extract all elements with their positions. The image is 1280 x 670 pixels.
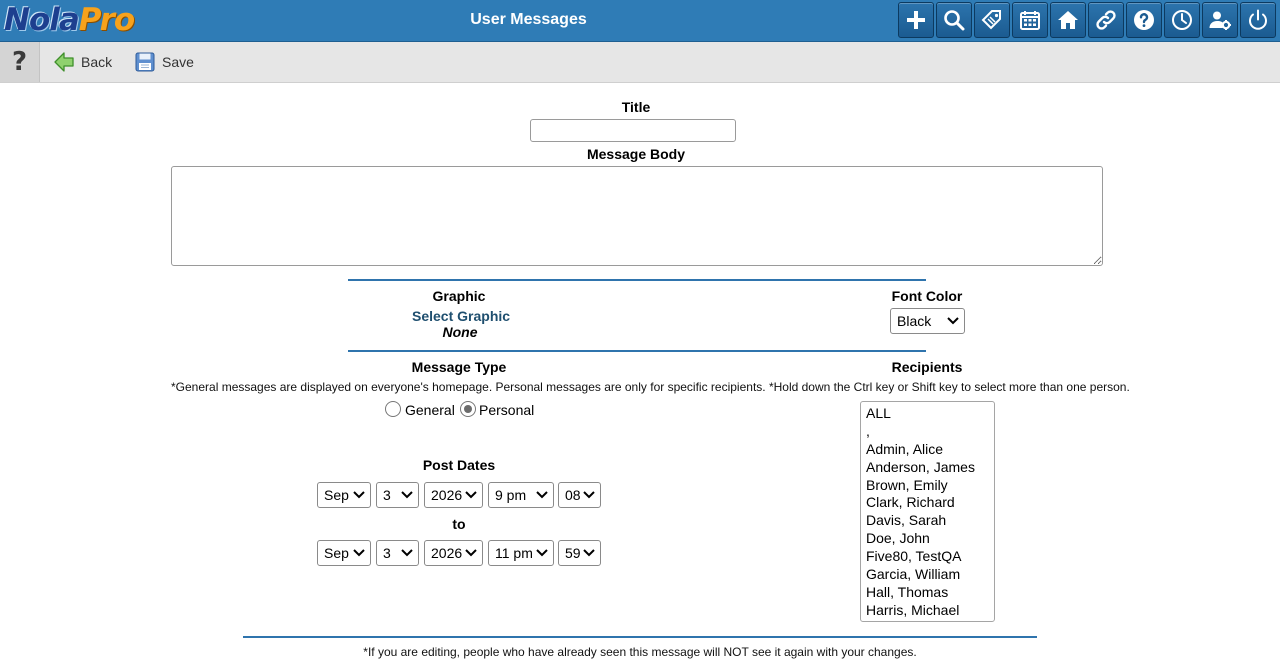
save-label: Save (162, 54, 194, 70)
chevron-down-icon (535, 490, 549, 500)
plus-icon[interactable] (898, 2, 934, 38)
page-title: User Messages (470, 11, 587, 28)
chevron-down-icon (582, 548, 596, 558)
start-year-select[interactable] (424, 482, 483, 508)
start-day-value: 3 (383, 487, 391, 503)
chevron-down-icon (352, 490, 366, 500)
action-toolbar (0, 42, 1280, 83)
start-year-value: 2026 (431, 487, 463, 503)
to-label: to (452, 516, 466, 532)
title-input[interactable] (530, 119, 736, 142)
help-button[interactable] (0, 42, 40, 82)
recipient-option[interactable]: Hall, Thomas (866, 583, 949, 600)
end-day-select[interactable] (376, 540, 419, 566)
chevron-down-icon (352, 548, 366, 558)
select-graphic-link[interactable]: Select Graphic (412, 308, 511, 324)
user-settings-icon[interactable] (1202, 2, 1238, 38)
end-minute-value: 59 (565, 545, 581, 561)
chevron-down-icon (535, 548, 549, 558)
logo-text-nola: Nola (4, 2, 79, 38)
graphic-label: Graphic (432, 288, 486, 304)
tags-icon[interactable] (974, 2, 1010, 38)
radio-general[interactable] (385, 401, 401, 417)
question-mark-icon: ? (11, 47, 28, 77)
chevron-down-icon (464, 548, 478, 558)
start-hour-value: 9 pm (495, 487, 527, 503)
floppy-disk-icon (134, 51, 156, 73)
chevron-down-icon (400, 548, 414, 558)
chevron-down-icon (464, 490, 478, 500)
clock-icon[interactable] (1164, 2, 1200, 38)
recipients-listbox[interactable] (860, 401, 995, 622)
start-day-select[interactable] (376, 482, 419, 508)
post-dates-label: Post Dates (422, 457, 496, 473)
font-color-label: Font Color (891, 288, 963, 304)
recipient-option[interactable]: Five80, TestQA (866, 548, 962, 565)
end-hour-value: 11 pm (495, 545, 533, 561)
end-month-value: Sep (324, 545, 349, 561)
header-icon-bar (898, 2, 1276, 38)
chevron-down-icon (946, 316, 960, 326)
end-hour-select[interactable] (488, 540, 554, 566)
start-month-value: Sep (324, 487, 349, 503)
divider-top (348, 279, 926, 281)
message-type-label: Message Type (411, 359, 507, 375)
recipient-option[interactable]: Davis, Sarah (866, 512, 947, 529)
recipient-option[interactable]: Anderson, James (866, 458, 975, 475)
recipient-option[interactable]: Admin, Alice (866, 440, 944, 457)
message-type-note: *General messages are displayed on everyone's homepage. Personal messages are only for specific recipients. *Hold down the Ctrl key or Shift key to select more than one person. (171, 380, 1130, 394)
calendar-icon[interactable] (1012, 2, 1048, 38)
recipient-option[interactable]: Clark, Richard (866, 494, 955, 511)
link-icon[interactable] (1088, 2, 1124, 38)
start-minute-select[interactable] (558, 482, 601, 508)
back-arrow-icon (53, 51, 75, 73)
save-button[interactable] (134, 50, 194, 74)
end-day-value: 3 (383, 545, 391, 561)
message-body-label: Message Body (586, 146, 686, 162)
radio-personal-label: Personal (479, 402, 535, 418)
start-hour-select[interactable] (488, 482, 554, 508)
recipient-option[interactable]: Garcia, William (866, 566, 961, 583)
start-month-select[interactable] (317, 482, 371, 508)
recipient-option[interactable]: , (866, 422, 870, 439)
chevron-down-icon (582, 490, 596, 500)
radio-general-label: General (405, 402, 455, 418)
divider-bottom (243, 636, 1037, 638)
recipients-label: Recipients (891, 359, 963, 375)
recipient-option[interactable]: Harris, Michael (866, 601, 960, 618)
end-year-select[interactable] (424, 540, 483, 566)
end-month-select[interactable] (317, 540, 371, 566)
top-bar (0, 0, 1280, 42)
logo-text-pro: Pro (78, 2, 135, 38)
power-icon[interactable] (1240, 2, 1276, 38)
recipient-option[interactable]: Doe, John (866, 530, 930, 547)
graphic-value: None (442, 324, 478, 340)
divider-middle (348, 350, 926, 352)
recipient-option[interactable]: ALL (866, 405, 891, 421)
back-button[interactable] (53, 50, 112, 74)
help-circle-icon[interactable] (1126, 2, 1162, 38)
font-color-value: Black (897, 313, 932, 329)
recipient-option[interactable]: Brown, Emily (866, 476, 948, 493)
back-label: Back (81, 54, 113, 70)
title-label: Title (621, 99, 651, 115)
home-icon[interactable] (1050, 2, 1086, 38)
end-year-value: 2026 (431, 545, 463, 561)
search-icon[interactable] (936, 2, 972, 38)
end-minute-select[interactable] (558, 540, 601, 566)
font-color-select[interactable] (890, 308, 965, 334)
radio-personal[interactable] (460, 401, 476, 417)
start-minute-value: 08 (565, 487, 581, 503)
message-body-textarea[interactable] (171, 166, 1103, 266)
edit-note: *If you are editing, people who have already seen this message will NOT see it again with your changes. (363, 645, 917, 659)
chevron-down-icon (400, 490, 414, 500)
